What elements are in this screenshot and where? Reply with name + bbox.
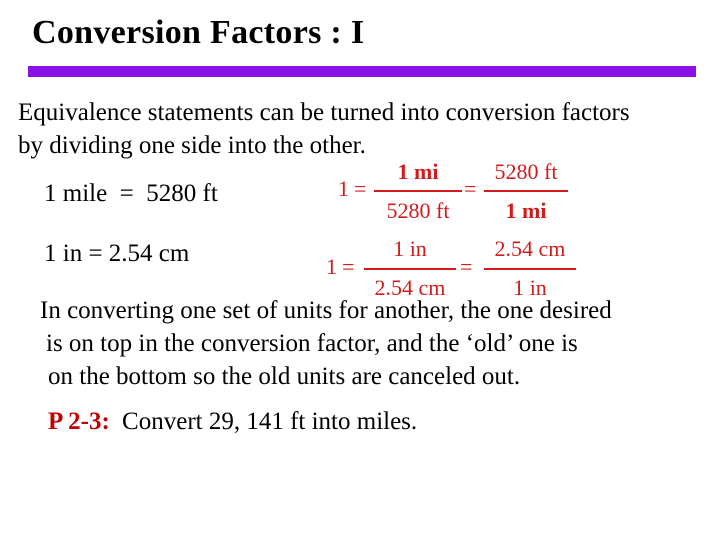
equation-2-factor-1-bar (364, 268, 456, 270)
intro-line-2: by dividing one side into the other. (18, 132, 366, 159)
equation-2-factor-2-denominator: 1 in (513, 275, 547, 300)
slide-title: Conversion Factors : I (32, 14, 365, 51)
equation-2-lhs: 1 (326, 254, 337, 279)
equation-2-factor-1-denominator: 2.54 cm (374, 275, 446, 300)
equation-2-equals-2: = (460, 254, 473, 279)
practice-problem (48, 408, 417, 436)
rule-line-2: is on top in the conversion factor, and the ‘old’ one is (46, 330, 578, 357)
rule-line-3: on the bottom so the old units are canceled out. (48, 363, 521, 390)
equivalence-statement-1: 1 mile = 5280 ft (44, 180, 218, 207)
equation-1-factor-2-numerator: 5280 ft (494, 159, 558, 184)
equation-1-lhs: 1 (338, 176, 349, 201)
intro-paragraph (18, 96, 630, 162)
problem-text: Convert 29, 141 ft into miles. (122, 408, 418, 435)
equation-1-equals-2: = (464, 176, 477, 201)
rule-line-1: In converting one set of units for another, the one desired (40, 297, 612, 324)
conversion-rule-paragraph (40, 294, 612, 393)
equation-1-factor-2-denominator: 1 mi (505, 198, 547, 223)
problem-label: P 2-3: (48, 408, 110, 435)
equivalence-statement-2: 1 in = 2.54 cm (44, 240, 190, 267)
equation-2-factor-2-numerator: 2.54 cm (494, 236, 566, 261)
equation-1-factor-2-bar (484, 190, 568, 192)
equation-2-equals-1: = (342, 254, 355, 279)
intro-line-1: Equivalence statements can be turned into conversion factors (18, 99, 630, 126)
equation-1-factor-1-bar (374, 190, 462, 192)
equation-2-factor-2-bar (484, 268, 576, 270)
equation-1-factor-1-denominator: 5280 ft (386, 198, 450, 223)
title-underline (28, 66, 696, 77)
equation-1-equals-1: = (354, 176, 367, 201)
equation-2-factor-1-numerator: 1 in (393, 236, 427, 261)
equation-1-factor-1-numerator: 1 mi (397, 159, 439, 184)
